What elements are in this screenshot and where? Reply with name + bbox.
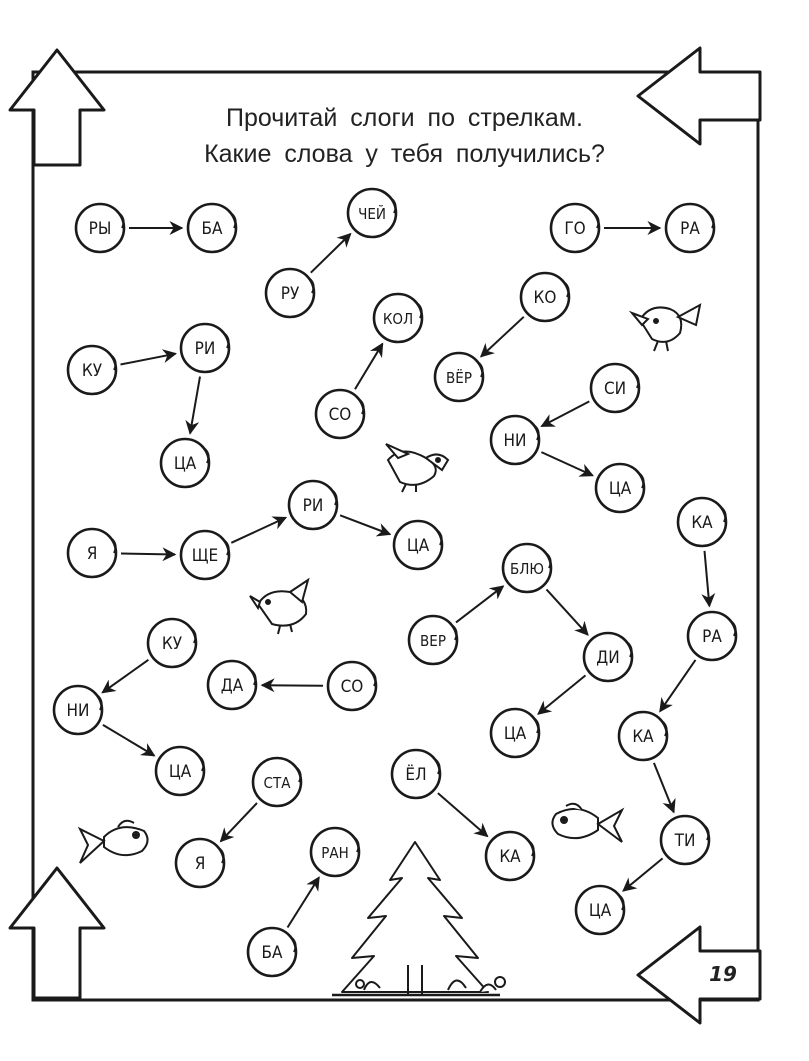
syllable-bubble: [266, 269, 314, 317]
syllable-text: ГО: [564, 219, 586, 239]
arrow-right-icon: [538, 675, 585, 714]
arrow-right-icon: [654, 763, 674, 812]
arrow-right-icon: [355, 344, 383, 390]
syllable-bubble: [374, 294, 422, 342]
arrow-right-icon: [705, 551, 710, 606]
syllable-bubble: [68, 346, 116, 394]
syllable-text: ЦА: [173, 454, 197, 474]
arrow-right-icon: [623, 858, 662, 891]
syllable-bubble: [181, 531, 229, 579]
syllable-bubble: [311, 828, 359, 876]
syllable-text: СО: [340, 677, 364, 697]
arrow-right-icon: [121, 554, 175, 555]
syllable-text: РА: [680, 219, 700, 239]
syllable-chain: [208, 661, 376, 710]
syllable-text: КА: [691, 513, 713, 533]
syllable-text: РИ: [302, 496, 324, 516]
syllable-bubble: [584, 633, 632, 681]
syllable-bubble: [208, 661, 256, 709]
arrow-right-icon: [340, 515, 390, 534]
syllable-text: ЁЛ: [405, 765, 427, 785]
syllable-bubble: [289, 481, 337, 529]
syllable-bubble: [148, 619, 196, 667]
syllable-chain: [435, 273, 569, 401]
syllable-bubble: [521, 273, 569, 321]
syllable-bubble: [596, 464, 644, 512]
arrow-right-icon: [311, 234, 351, 273]
arrow-right-icon: [456, 586, 503, 622]
syllable-text: ЦА: [406, 536, 430, 556]
syllable-bubble: [486, 832, 534, 880]
syllable-chain: [409, 544, 632, 757]
syllable-bubble: [491, 709, 539, 757]
syllable-bubble: [491, 416, 539, 464]
syllable-text: БА: [261, 943, 283, 963]
syllable-text: КУ: [81, 361, 103, 381]
syllable-text: СО: [328, 405, 352, 425]
syllable-text: РАН: [321, 844, 349, 862]
arrow-right-icon: [121, 354, 176, 365]
syllable-bubble: [54, 686, 102, 734]
syllable-chain: [54, 619, 204, 795]
syllable-bubble: [68, 529, 116, 577]
syllable-text: КА: [499, 847, 521, 867]
syllable-text: ВЕР: [420, 632, 446, 650]
syllable-bubble: [688, 612, 736, 660]
syllable-text: БА: [201, 219, 223, 239]
arrow-right-icon: [288, 877, 320, 927]
syllable-bubble: [348, 189, 396, 237]
bird-icon: [250, 580, 308, 634]
syllable-bubble: [666, 204, 714, 252]
syllable-text: РА: [702, 627, 722, 647]
syllable-bubble: [619, 712, 667, 760]
syllable-text: ЦА: [168, 762, 192, 782]
arrow-right-icon: [547, 589, 588, 634]
arrow-right-icon: [262, 685, 323, 686]
syllable-bubble: [394, 521, 442, 569]
syllable-bubble: [181, 324, 229, 372]
arrow-right-icon: [481, 317, 524, 357]
instruction-line-2: Какие слова у тебя получились?: [204, 140, 605, 168]
syllable-bubble: [576, 886, 624, 934]
syllable-text: РЫ: [88, 219, 112, 239]
syllable-chain: [551, 204, 714, 252]
fir-tree-icon: [332, 842, 505, 995]
syllable-text: ЧЕЙ: [358, 205, 386, 223]
syllable-text: РИ: [194, 339, 216, 359]
syllable-chain: [266, 189, 396, 317]
syllable-bubble: [551, 204, 599, 252]
syllable-text: НИ: [503, 431, 527, 451]
syllable-text: РУ: [280, 284, 300, 304]
syllable-text: ЦА: [503, 724, 527, 744]
syllable-bubble: [188, 204, 236, 252]
arrow-right-icon: [103, 725, 154, 756]
arrow-right-icon: [102, 660, 148, 693]
syllable-bubble: [76, 204, 124, 252]
syllable-text: НИ: [66, 701, 90, 721]
syllable-bubble: [661, 816, 709, 864]
syllable-bubble: [392, 750, 440, 798]
syllable-text: СТА: [263, 774, 291, 792]
syllable-text: ЦА: [608, 479, 632, 499]
syllable-bubble: [678, 498, 726, 546]
syllable-text: КО: [533, 288, 557, 308]
syllable-chain: [491, 364, 644, 512]
syllable-text: СИ: [603, 379, 627, 399]
arrow-right-icon: [438, 793, 488, 836]
syllable-bubble: [248, 928, 296, 976]
arrow-right-icon: [542, 401, 590, 426]
arrow-right-icon: [221, 803, 257, 841]
fish-icon: [552, 804, 622, 842]
syllable-bubble: [503, 544, 551, 592]
syllable-chain: [248, 828, 359, 976]
syllable-bubble: [161, 439, 209, 487]
syllable-text: ЦА: [588, 901, 612, 921]
syllable-text: БЛЮ: [510, 560, 544, 578]
page-number: 19: [709, 962, 737, 986]
syllable-text: КА: [632, 727, 654, 747]
syllable-text: ВЁР: [446, 369, 472, 387]
bird-icon: [632, 305, 700, 351]
fish-icon: [80, 821, 148, 863]
syllable-chain: [68, 324, 229, 487]
syllable-bubble: [156, 747, 204, 795]
syllable-text: Я: [194, 854, 206, 874]
arrow-right-icon: [541, 452, 592, 475]
bird-icon: [386, 444, 448, 492]
syllable-chain: [576, 498, 736, 934]
syllable-bubble: [591, 364, 639, 412]
syllable-bubble: [328, 662, 376, 710]
syllable-text: КУ: [161, 634, 183, 654]
syllable-text: ДА: [220, 676, 244, 696]
arrow-right-icon: [660, 660, 696, 711]
syllable-text: КОЛ: [382, 310, 414, 328]
syllable-bubble: [409, 616, 457, 664]
arrow-right-icon: [231, 518, 285, 543]
syllable-bubble: [253, 758, 301, 806]
syllable-text: Я: [86, 544, 98, 564]
syllable-bubble: [176, 839, 224, 887]
syllable-text: ЩЕ: [191, 546, 219, 566]
instruction-line-1: Прочитай слоги по стрелкам.: [226, 104, 583, 132]
syllable-chain: [76, 204, 236, 252]
corner-arrow-up-icon: [10, 868, 104, 998]
syllable-bubble: [435, 353, 483, 401]
arrow-right-icon: [190, 377, 200, 434]
syllable-text: ТИ: [674, 831, 696, 851]
syllable-text: ДИ: [596, 648, 620, 668]
syllable-bubble: [316, 390, 364, 438]
syllable-chain: [316, 294, 422, 438]
syllable-chain: [68, 481, 442, 579]
